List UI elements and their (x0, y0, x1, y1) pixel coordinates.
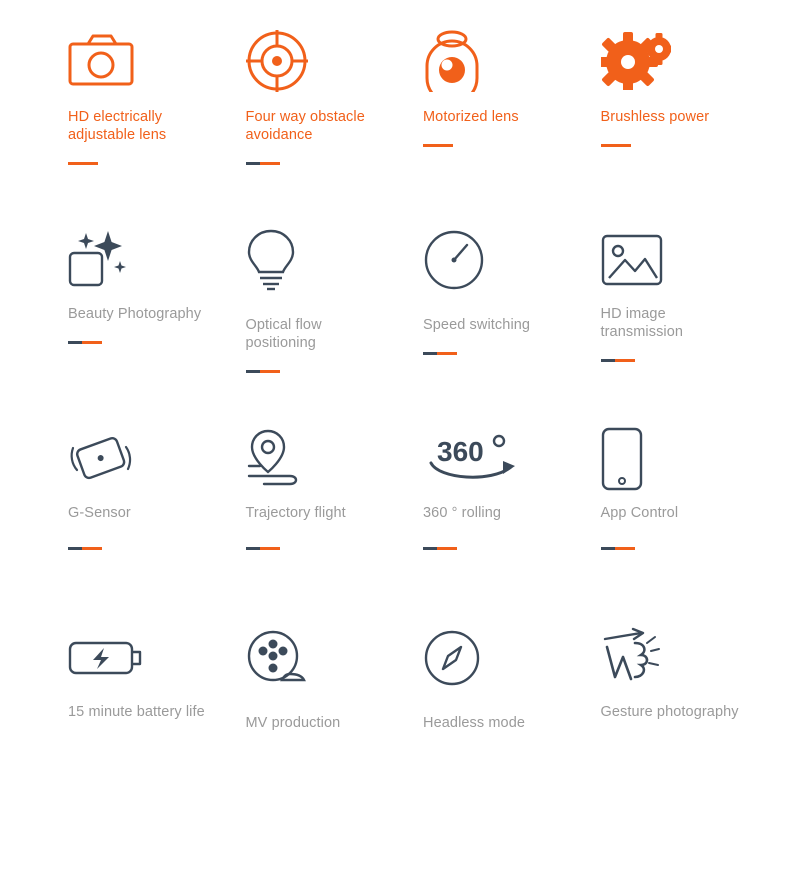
compass-icon (423, 619, 481, 697)
feature-label: 360 ° rolling (423, 505, 502, 521)
feature-cell-app-control (573, 420, 751, 619)
feature-cell-trajectory-flight (218, 420, 396, 619)
feature-cell-mv-production (218, 619, 396, 818)
feature-cell-headless-mode (395, 619, 573, 818)
feature-label: Beauty Photography (68, 306, 202, 322)
hand-gesture-icon (601, 619, 663, 697)
feature-label: Brushless power (600, 109, 710, 125)
feature-label: App Control (600, 505, 679, 521)
feature-rule (68, 341, 102, 344)
feature-rule (423, 547, 457, 550)
feature-label: Motorized lens (423, 109, 519, 125)
feature-label: HD electrically adjustable lens (68, 109, 167, 143)
feature-cell-gesture-photography (573, 619, 751, 818)
feature-label: Four way obstacle avoidance (245, 109, 365, 143)
gears-icon (601, 22, 671, 100)
feature-rule (246, 547, 280, 550)
feature-rule (68, 162, 98, 165)
feature-label: Speed switching (423, 317, 531, 333)
feature-rule (423, 144, 453, 147)
360-rotation-icon (423, 420, 527, 498)
feature-cell-hd-image-transmission (573, 221, 751, 420)
feature-label: 15 minute battery life (68, 704, 205, 720)
feature-rule (601, 144, 631, 147)
feature-rule (246, 370, 280, 373)
feature-cell-four-way-obstacle-avoidance (218, 22, 396, 221)
feature-cell-optical-flow-positioning (218, 221, 396, 420)
picture-icon (601, 221, 663, 299)
feature-cell-battery-life (40, 619, 218, 818)
feature-label: MV production (245, 715, 341, 731)
speedometer-icon (423, 221, 485, 299)
feature-label: Optical flow positioning (245, 317, 322, 351)
feature-rule (423, 352, 457, 355)
feature-cell-motorized-lens (395, 22, 573, 221)
feature-cell-brushless-power (573, 22, 751, 221)
feature-cell-360-rolling (395, 420, 573, 619)
svg-text:360: 360 (437, 436, 484, 467)
feature-rule (68, 547, 102, 550)
feature-cell-g-sensor (40, 420, 218, 619)
feature-label: Gesture photography (600, 704, 739, 720)
feature-rule (601, 547, 635, 550)
film-reel-icon (246, 619, 308, 697)
feature-rule (246, 162, 280, 165)
feature-cell-speed-switching (395, 221, 573, 420)
lightbulb-icon (246, 221, 296, 299)
feature-label: Headless mode (423, 715, 526, 731)
feature-grid-rows (40, 22, 750, 818)
smartphone-icon (601, 420, 643, 498)
motorized-lens-icon (423, 22, 481, 100)
radar-target-icon (246, 22, 308, 100)
sparkle-photo-icon (68, 221, 130, 299)
feature-label: Trajectory flight (245, 505, 346, 521)
tilt-phone-icon (68, 420, 134, 498)
feature-cell-beauty-photography (40, 221, 218, 420)
feature-label: HD image transmission (600, 306, 684, 340)
feature-rule (601, 359, 635, 362)
feature-label: G-Sensor (68, 505, 131, 521)
feature-cell-hd-adjustable-lens (40, 22, 218, 221)
battery-icon (68, 619, 144, 697)
map-pin-path-icon (246, 420, 308, 498)
camera-icon (68, 22, 136, 100)
